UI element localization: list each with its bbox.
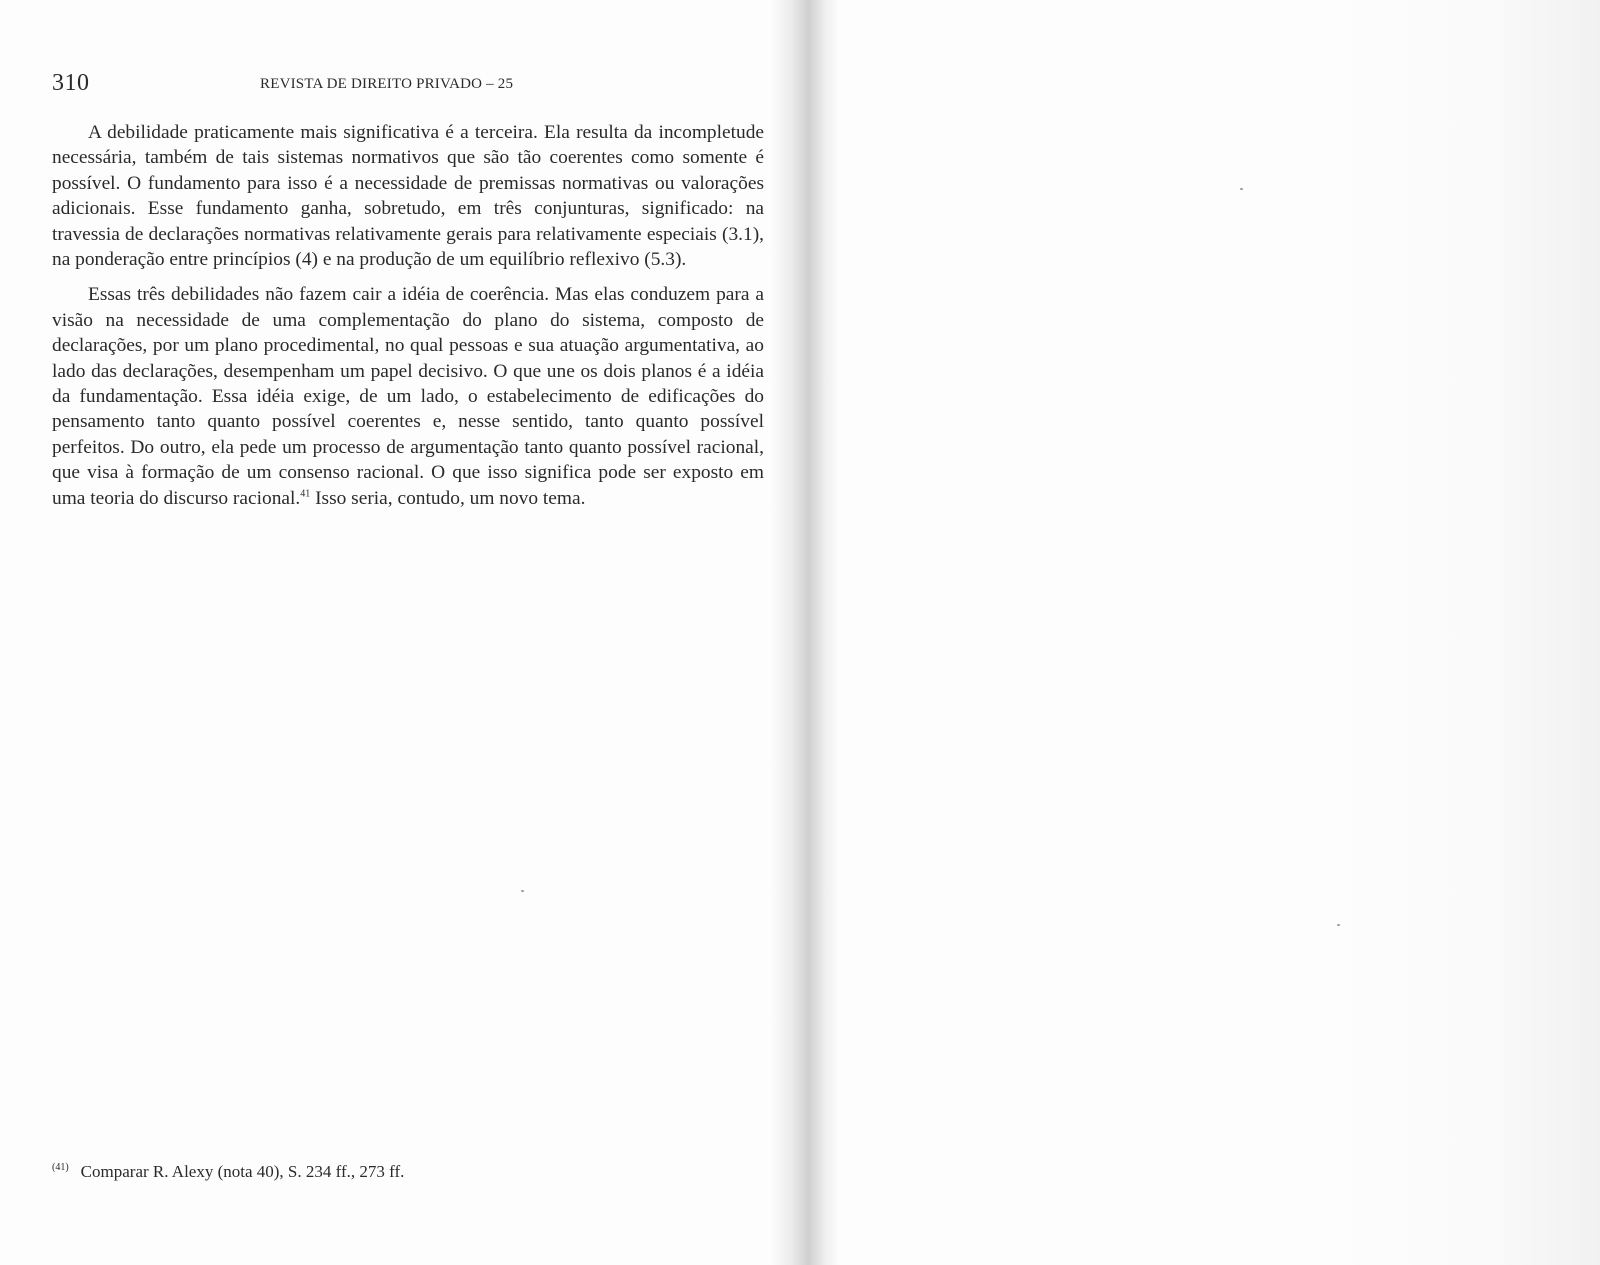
- footnote-marker: (41): [52, 1162, 69, 1174]
- running-header: [52, 62, 764, 102]
- paragraph-1: A debilidade praticamente mais significativa é a terceira. Ela resulta da incompletude necessária, também de tais sistemas normativos que são tão coerentes como somente é possível. O fundamento para isso é a necessidade de premissas normativas ou valorações adicionais. Esse fundamento ganha, sobretudo, em três conjunturas, significado: na travessia de declarações normativas relativamente gerais para relativamente especiais (3.1), na ponderação entre princípios (4) e na produção de um equilíbrio reflexivo (5.3).: [52, 122, 764, 271]
- page-edge-shadow: [1340, 0, 1600, 1265]
- paragraph-2-text: Essas três debilidades não fazem cair a idéia de coerência. Mas elas conduzem para a visão na necessidade de uma complementação do plano do sistema, composto de declarações, por um plano procedimental, no qual pessoas e sua atuação argumentativa, ao lado das declarações, desempenham um papel decisivo. O que une os dois planos é a idéia da fundamentação. Essa idéia exige, de um lado, o estabelecimento de edificações do pensamento tanto quanto possível coerentes e, nesse sentido, tanto quanto possível perfeitos. Do outro, ela pede um processo de argumentação tanto quanto possível racional, que visa à formação de um consenso racional. O que isso significa pode ser exposto em uma teoria do discurso racional.: [52, 284, 764, 509]
- paper-speck: [1337, 924, 1340, 926]
- footnote: [52, 1162, 404, 1182]
- paper-speck: [521, 890, 524, 892]
- body-text: [52, 120, 764, 511]
- journal-title: REVISTA DE DIREITO PRIVADO – 25: [260, 76, 514, 92]
- left-page: [52, 62, 764, 521]
- page-number: 310: [52, 70, 90, 96]
- footnote-reference: 41: [300, 488, 311, 500]
- paragraph-2: [52, 282, 764, 511]
- paragraph-2-ending: Isso seria, contudo, um novo tema.: [310, 487, 586, 509]
- gutter-shadow: [770, 0, 840, 1265]
- footnote-text: Comparar R. Alexy (nota 40), S. 234 ff., 273 ff.: [80, 1162, 405, 1181]
- paper-speck: [1240, 188, 1243, 190]
